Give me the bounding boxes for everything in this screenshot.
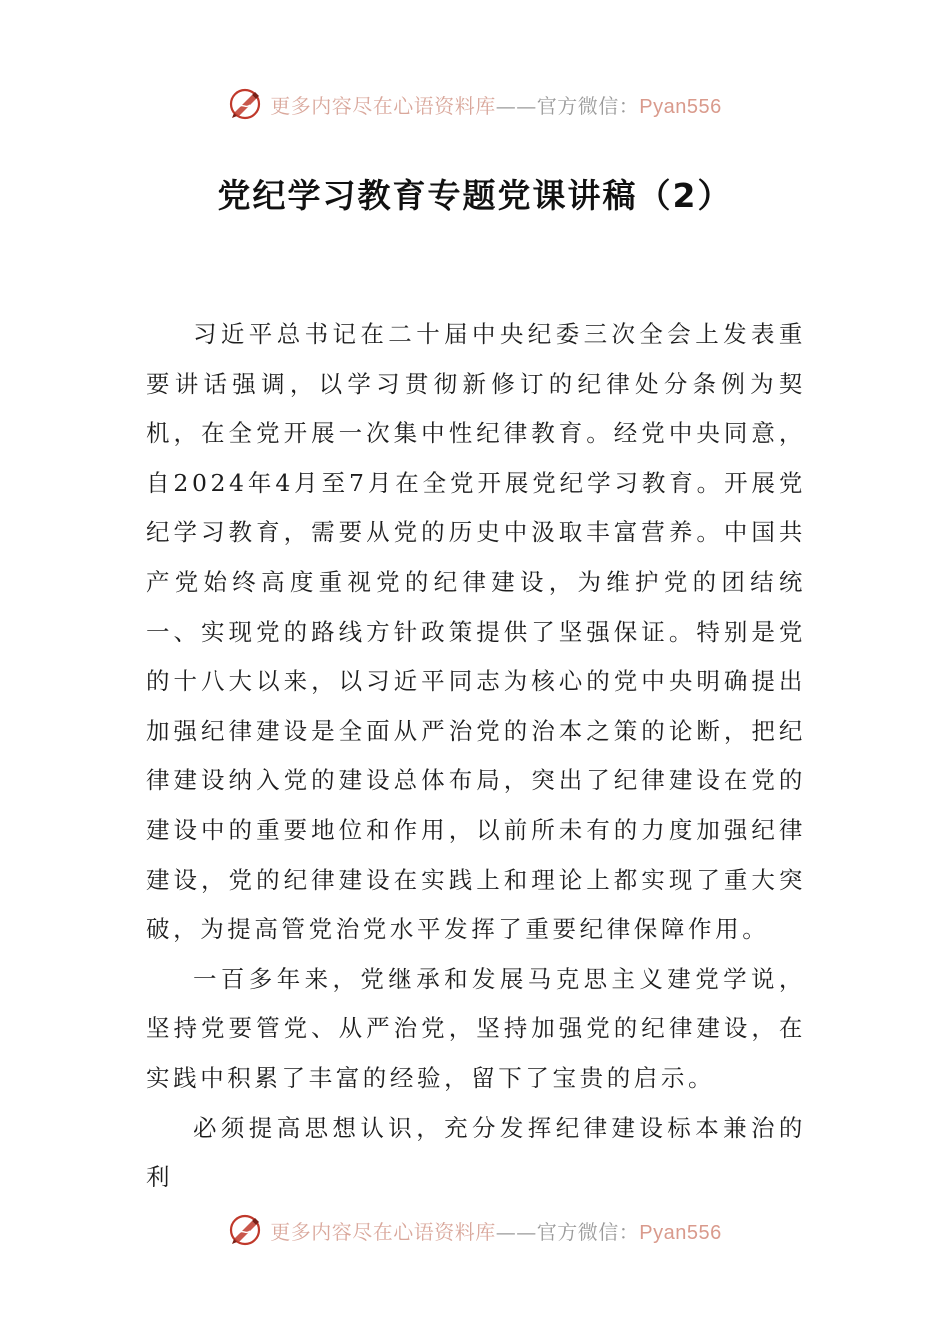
watermark-brand: 更多内容尽在心语资料库 [270, 1219, 496, 1244]
document-body [146, 310, 806, 1203]
paragraph: 一百多年来，党继承和发展马克思主义建党学说，坚持党要管党、从严治党，坚持加强党的纪律建设，在实践中积累了丰富的经验，留下了宝贵的启示。 [146, 964, 806, 1092]
watermark-text [270, 1216, 721, 1245]
header-watermark [0, 84, 950, 124]
watermark-wechat-id: Pyan556 [639, 1221, 722, 1244]
document-title: 党纪学习教育专题党课讲稿（2） [217, 176, 733, 215]
pen-logo-icon [228, 87, 262, 121]
watermark-brand: 更多内容尽在心语资料库 [270, 93, 496, 118]
paragraph: 必须提高思想认识，充分发挥纪律建设标本兼治的利 [146, 1113, 806, 1192]
watermark-wechat-label: 官方微信： [536, 93, 640, 118]
watermark-separator: —— [495, 93, 537, 118]
pen-logo-icon [228, 1213, 262, 1247]
watermark-text [270, 90, 721, 119]
watermark-wechat-label: 官方微信： [536, 1219, 640, 1244]
paragraph: 习近平总书记在二十届中央纪委三次全会上发表重要讲话强调，以学习贯彻新修订的纪律处分条例为契机，在全党开展一次集中性纪律教育。经党中央同意，自2024年4月至7月在全党开展党纪学习教育。开展党纪学习教育，需要从党的历史中汲取丰富营养。中国共产党始终高度重视党的纪律建设，为维护党的团结统一、实现党的路线方针政策提供了坚强保证。特别是党的十八大以来，以习近平同志为核心的党中央明确提出加强纪律建设是全面从严治党的治本之策的论断，把纪律建设纳入党的建设总体布局，突出了纪律建设在党的建设中的重要地位和作用，以前所未有的力度加强纪律建设，党的纪律建设在实践上和理论上都实现了重大突破，为提高管党治党水平发挥了重要纪律保障作用。 [146, 320, 806, 944]
footer-watermark [0, 1210, 950, 1250]
watermark-wechat-id: Pyan556 [639, 95, 722, 118]
watermark-separator: —— [495, 1219, 537, 1244]
